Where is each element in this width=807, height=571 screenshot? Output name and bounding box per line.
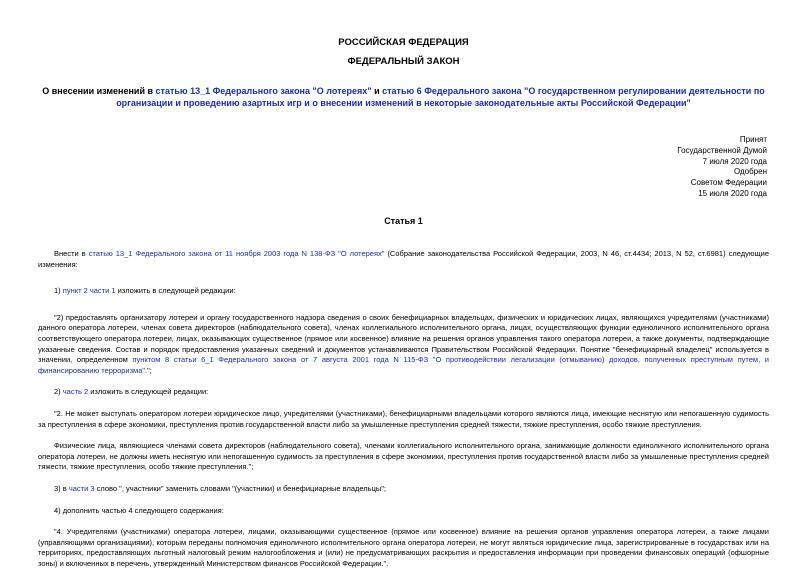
accepted-date: 7 июля 2020 года (702, 156, 767, 166)
intro-link[interactable]: статью 13_1 Федерального закона от 11 ноября 2003 года N 138-ФЗ "О лотереях" (88, 249, 385, 258)
acceptance-block (677, 135, 767, 200)
accepted-by: Государственной Думой (677, 145, 767, 155)
title-link-article-13-1[interactable]: статью 13_1 Федерального закона "О лотереях" (155, 86, 372, 96)
item-2-link[interactable]: часть 2 (62, 387, 89, 397)
item-4: 4) дополнить частью 4 следующего содержания: (54, 505, 224, 515)
doc-type-heading: ФЕДЕРАЛЬНЫЙ ЗАКОН (347, 56, 460, 67)
item-2: 2) часть 2 изложить в следующей редакции: (54, 387, 209, 397)
law-title: О внесении изменений в статью 13_1 Федерального закона "О лотереях" и статью 6 Федерального закона "О государственном регулировании деятельности по организации и проведению азартных игр и о внесении изменений в некоторые законодательные акты Российской Федерации" (42, 86, 765, 108)
quote-4: "4. Учредителями (участниками) оператора лотереи, лицами, оказывающими существенное (прямое или косвенное) влияние на решения органов управления оператора лотереи, а также лицами (управляющими организациями), которым переданы полномочия единоличного исполнительного органа оператора лотереи, не могут являться юридические лица, зарегистрированные в государствах или на территориях, предоставляющих льготный налоговый режим налогообложения и (или) не предусматривающих раскрытия и предоставления информации при проведении финансовых операций (офшорные зоны) и включенных в перечень, утвержденный Министерством финансов Российской Федерации.". (38, 527, 769, 568)
quote-1: "2) предоставлять организатору лотереи и органу государственного надзора сведения о своих бенефициарных владельцах, физических и юридических лицах, являющихся учредителями (участниками) данного оператора лотереи, членах совета директоров (наблюдательного совета), членах коллегиального исполнительного органа, лицах, осуществляющих функции единоличного исполнительного органа соответствующего оператора лотереи, лицах, оказывающих существенное (прямое или косвенное) влияние на решения органов управления такого оператора лотереи, а также документы, подтверждающие указанные сведения. Состав и порядок предоставления указанных сведений и документов устанавливаются Правительством Российской Федерации. Понятие "бенефициарный владелец" используется в значении, определенном пунктом 8 статьи 6_1 Федерального закона от 7 августа 2001 года N 115-ФЗ "О противодействии легализации (отмыванию) доходов, полученных преступным путем, и финансированию терроризма"."; (38, 312, 769, 375)
item-3: 3) в части 3 слово ", участники" заменить словами "(участники) и бенефициарные владельцы"; (54, 483, 387, 493)
approved-label: Одобрен (733, 167, 767, 177)
article-body (38, 249, 769, 569)
quote-2a: "2. Не может выступать оператором лотереи юридическое лицо, учредителями (участниками), бенефициарными владельцами которого являются лица, имеющие неснятую или непогашенную судимость за преступления в сфере экономики, преступления против государственной власти либо за умышленные преступления средней тяжести, тяжкие преступления, особо тяжкие преступления. (38, 408, 769, 429)
quote-2b: Физические лица, являющиеся членами совета директоров (наблюдательного совета), членами коллегиального исполнительного органа, занимающие должности единоличного исполнительного органа оператора лотереи, не должны иметь неснятую или непогашенную судимость за преступления в сфере экономики, преступления против государственной власти либо за умышленные преступления средней тяжести, тяжкие преступления, особо тяжкие преступления."; (38, 441, 769, 472)
approved-date: 15 июля 2020 года (698, 188, 767, 198)
item-3-link[interactable]: части 3 (68, 483, 95, 493)
item-1: 1) пункт 2 части 1 изложить в следующей редакции: (54, 286, 236, 296)
approved-by: Советом Федерации (690, 178, 767, 188)
item-1-link[interactable]: пункт 2 части 1 (62, 286, 116, 296)
intro-paragraph: Внести в статью 13_1 Федерального закона от 11 ноября 2003 года N 138-ФЗ "О лотереях" (Собрание законодательства Российской Федерации, 2003, N 46, ст.4434; 2013, N 52, ст.6981) следующие изменения: (38, 249, 769, 269)
accepted-label: Принят (739, 135, 767, 144)
title-link-article-6[interactable]: статью 6 Федерального закона "О государственном регулировании деятельности по организации и проведению азартных игр и о внесении изменений в некоторые законодательные акты Российской Федерации" (116, 86, 765, 108)
country-heading: РОССИЙСКАЯ ФЕДЕРАЦИЯ (338, 37, 469, 48)
article-title: Статья 1 (384, 216, 423, 226)
quote-1-link[interactable]: пунктом 8 статьи 6_1 Федерального закона от 7 августа 2001 года N 115-ФЗ "О противодействии легализации (отмыванию) доходов, полученных преступным путем, и финансированию терроризма" (38, 355, 769, 375)
